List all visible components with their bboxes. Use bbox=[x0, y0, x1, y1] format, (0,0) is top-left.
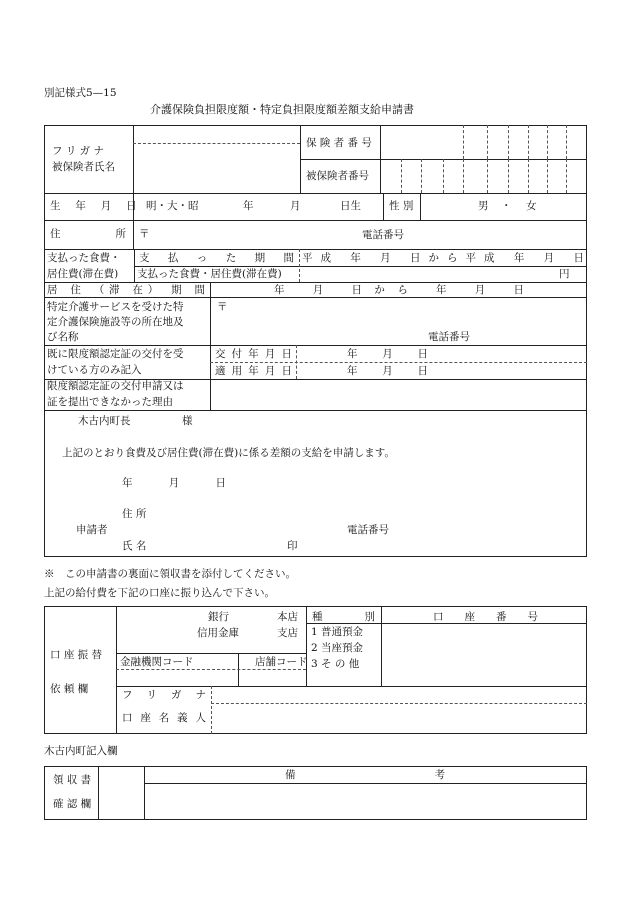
bank-section-label-2: 依 頼 欄 bbox=[50, 683, 89, 695]
row-divider bbox=[116, 686, 587, 687]
certificate-label-line-1: 既に限度額認定証の交付を受 bbox=[47, 348, 184, 360]
applicant-phone-label: 電話番号 bbox=[347, 524, 389, 536]
row-divider bbox=[134, 266, 587, 267]
bank-section-label: 口 座 振 替 bbox=[50, 649, 103, 661]
honorific: 様 bbox=[182, 415, 193, 427]
dotted-divider bbox=[211, 703, 587, 704]
era-options[interactable]: 明・大・昭 bbox=[146, 200, 199, 212]
branch-suffix: 支店 bbox=[277, 627, 298, 639]
branch-code-label: 店舗コード bbox=[255, 656, 308, 668]
dob-label: 生 年 月 日 bbox=[50, 200, 143, 212]
applicant-name-field[interactable] bbox=[160, 537, 280, 553]
row-divider bbox=[306, 623, 587, 624]
postal-mark: 〒 bbox=[139, 228, 150, 240]
paid-costs-label-2: 居住費(滞在費) bbox=[47, 268, 119, 280]
reason-label-line-2: 証を提出できなかった理由 bbox=[47, 396, 173, 408]
transfer-note: 上記の給付費を下記の口座に振り込んで下さい。 bbox=[44, 587, 275, 599]
paid-amount-label: 支払った食費・居住費(滞在費) bbox=[137, 268, 282, 280]
paid-amount-field[interactable] bbox=[303, 268, 553, 281]
insured-name-label: 被保険者氏名 bbox=[52, 161, 115, 173]
account-holder-label: 口 座 名 義 人 bbox=[122, 712, 206, 724]
applicant-address-field[interactable] bbox=[160, 505, 460, 521]
bank-name-field[interactable] bbox=[120, 609, 190, 649]
sex-female-option[interactable]: 女 bbox=[526, 200, 537, 212]
receipt-check-field[interactable] bbox=[101, 769, 141, 817]
bank-suffix: 銀行 bbox=[208, 611, 229, 623]
col-divider bbox=[144, 766, 145, 820]
declaration-statement: 上記のとおり食費及び居住費(滞在費)に係る差額の支給を申請します。 bbox=[62, 447, 395, 459]
head-office-suffix: 本店 bbox=[277, 611, 298, 623]
facility-label-line-1: 特定介護サービスを受けた特 bbox=[47, 301, 184, 313]
dotted-divider bbox=[210, 362, 587, 363]
issue-date-label: 交 付 年 月 日 bbox=[215, 348, 292, 360]
row-divider bbox=[44, 297, 587, 298]
form-number: 別記様式5—15 bbox=[44, 87, 117, 99]
sex-label: 性 別 bbox=[389, 200, 414, 212]
row-divider bbox=[44, 220, 587, 221]
facility-field[interactable] bbox=[212, 299, 585, 343]
account-type-option-1[interactable]: 1 普通預金 bbox=[311, 626, 364, 638]
insured-name-field[interactable] bbox=[135, 146, 297, 190]
col-divider bbox=[98, 766, 99, 820]
office-use-heading: 木古内町記入欄 bbox=[44, 745, 118, 757]
valid-date-label: 適 用 年 月 日 bbox=[215, 365, 292, 377]
row-divider bbox=[44, 193, 587, 194]
remarks-field[interactable] bbox=[147, 786, 584, 817]
furigana-label: フ リ ガ ナ bbox=[52, 145, 105, 157]
stay-period-field[interactable]: 年 月 日から 年 月 日 bbox=[274, 284, 524, 296]
valid-date-field[interactable]: 年 月 日 bbox=[347, 365, 428, 377]
seal-mark: 印 bbox=[287, 540, 298, 552]
facility-label-line-3: び名称 bbox=[47, 331, 79, 343]
facility-phone-label: 電話番号 bbox=[428, 331, 470, 343]
receipt-note: ※ この申請書の裏面に領収書を添付してください。 bbox=[44, 568, 296, 580]
furigana-divider bbox=[133, 143, 300, 144]
dob-year-unit: 年 bbox=[243, 200, 254, 212]
furigana-field[interactable] bbox=[135, 127, 297, 141]
sex-male-option[interactable]: 男 bbox=[478, 200, 489, 212]
dotted-divider bbox=[296, 345, 297, 379]
holder-furigana-label: フ リ ガ ナ bbox=[122, 689, 206, 701]
address-field[interactable] bbox=[150, 222, 580, 247]
row-divider bbox=[116, 653, 306, 654]
bank-code-label: 金融機関コード bbox=[120, 656, 194, 668]
col-divider bbox=[300, 125, 301, 193]
col-divider bbox=[210, 282, 211, 410]
reason-label-line-1: 限度額認定証の交付申請又は bbox=[47, 380, 184, 392]
paid-period-field[interactable]: 平成 年 月 日から平成 年 月 日 bbox=[302, 252, 584, 264]
paid-costs-label: 支払った食費・ bbox=[47, 252, 121, 264]
stay-period-label: 居 住 （滞 在） 期 間 bbox=[47, 284, 205, 296]
reason-field[interactable] bbox=[212, 381, 585, 408]
holder-furigana-field[interactable] bbox=[214, 688, 584, 701]
issue-date-field[interactable]: 年 月 日 bbox=[347, 348, 428, 360]
col-divider bbox=[116, 606, 117, 734]
paid-period-label: 支 払 っ た 期 間 bbox=[139, 252, 294, 264]
row-divider bbox=[44, 345, 587, 346]
account-type-label: 種 別 bbox=[312, 611, 375, 623]
addressee: 木古内町長 bbox=[78, 415, 131, 427]
row-divider bbox=[44, 249, 587, 250]
facility-postal-mark: 〒 bbox=[217, 301, 228, 313]
remarks-label: 備 考 bbox=[285, 769, 445, 781]
receipt-check-label-2: 確 認 欄 bbox=[53, 798, 92, 810]
form-title: 介護保険負担限度額・特定負担限度額差額支給申請書 bbox=[150, 103, 414, 116]
applicant-address-label: 住 所 bbox=[122, 508, 147, 520]
bank-code-field[interactable] bbox=[119, 671, 235, 684]
dotted-divider bbox=[211, 686, 212, 734]
branch-code-field[interactable] bbox=[241, 671, 303, 684]
code-divider bbox=[116, 669, 306, 670]
applicant-label: 申請者 bbox=[76, 524, 108, 536]
dob-day-unit: 日生 bbox=[340, 200, 361, 212]
address-label: 住 所 bbox=[50, 228, 126, 240]
account-holder-field[interactable] bbox=[214, 706, 584, 732]
phone-label: 電話番号 bbox=[362, 229, 404, 241]
insurer-number-field[interactable] bbox=[382, 127, 585, 157]
receipt-check-label: 領 収 書 bbox=[53, 774, 92, 786]
col-divider bbox=[383, 193, 384, 220]
col-divider bbox=[306, 606, 307, 686]
insured-number-label: 被保険者番号 bbox=[306, 170, 369, 182]
insurer-number-label: 保 険 者 番 号 bbox=[306, 137, 372, 149]
row-divider bbox=[144, 783, 587, 784]
account-number-field[interactable] bbox=[384, 626, 584, 684]
col-divider bbox=[134, 249, 135, 282]
col-divider bbox=[380, 125, 381, 193]
row-divider bbox=[44, 410, 587, 411]
col-divider bbox=[381, 606, 382, 686]
facility-label-line-2: 定介護保険施設等の所在地及 bbox=[47, 316, 184, 328]
dob-month-unit: 月 bbox=[290, 200, 301, 212]
account-type-option-3[interactable]: 3 そ の 他 bbox=[311, 658, 360, 670]
dotted-divider bbox=[299, 249, 300, 282]
insured-number-field[interactable] bbox=[382, 161, 585, 191]
row-divider bbox=[44, 282, 587, 283]
applicant-name-label: 氏 名 bbox=[122, 540, 147, 552]
yen-unit: 円 bbox=[559, 268, 570, 280]
account-type-option-2[interactable]: 2 当座預金 bbox=[311, 642, 364, 654]
account-number-label: 口 座 番 号 bbox=[433, 611, 538, 623]
certificate-label-line-2: けている方のみ記入 bbox=[47, 364, 142, 376]
sex-separator: ・ bbox=[501, 200, 512, 212]
declaration-date[interactable]: 年 月 日 bbox=[122, 477, 226, 489]
col-divider bbox=[420, 193, 421, 220]
credit-union-suffix: 信用金庫 bbox=[197, 627, 239, 639]
